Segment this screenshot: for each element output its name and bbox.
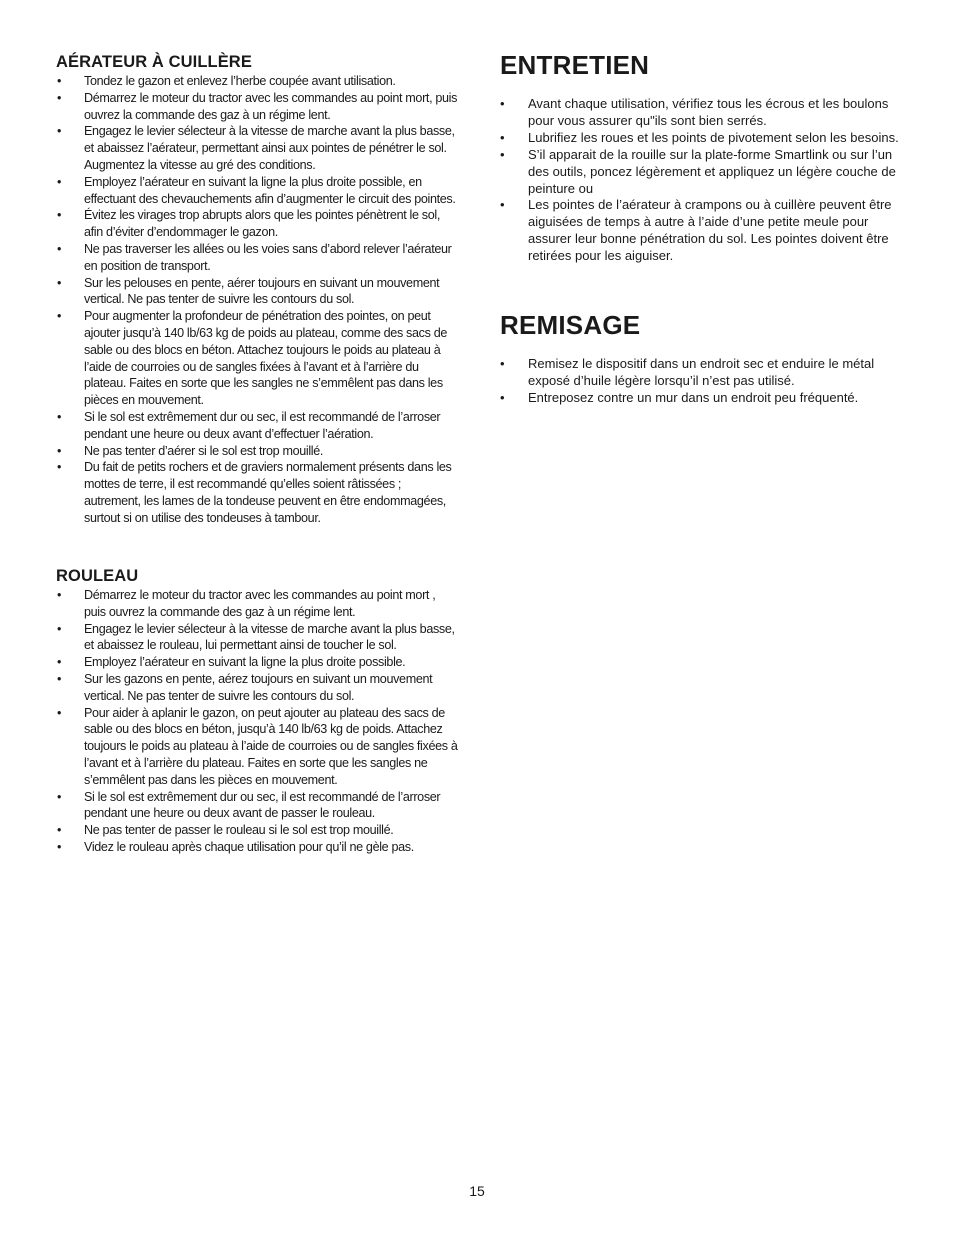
list-item: • Ne pas traverser les allées ou les voies sans d’abord relever l’aérateur en position de transport. bbox=[56, 241, 458, 275]
list-item: • Lubrifiez les roues et les points de pivotement selon les besoins. bbox=[500, 130, 900, 147]
remisage-heading: REMISAGE bbox=[500, 310, 641, 340]
rouleau-heading: ROULEAU bbox=[56, 567, 139, 585]
list-item: • Avant chaque utilisation, vérifiez tous les écrous et les boulons pour vous assurer qu"ils sont bien serrés. bbox=[500, 96, 900, 130]
list-item: • Si le sol est extrêmement dur ou sec, il est recommandé de l’arroser pendant une heure ou deux avant d’effectuer l’aération. bbox=[56, 409, 458, 443]
page-number: 15 bbox=[469, 1183, 485, 1199]
list-item: • Ne pas tenter d’aérer si le sol est trop mouillé. bbox=[56, 443, 458, 460]
list-item: • Videz le rouleau après chaque utilisation pour qu’il ne gèle pas. bbox=[56, 839, 458, 856]
list-item: • Sur les pelouses en pente, aérer toujours en suivant un mouvement vertical. Ne pas tenter de suivre les contours du sol. bbox=[56, 275, 458, 309]
list-item: • Employez l’aérateur en suivant la ligne la plus droite possible. bbox=[56, 654, 458, 671]
list-item: • Évitez les virages trop abrupts alors que les pointes pénètrent le sol, afin d’éviter d’endommager le gazon. bbox=[56, 207, 458, 241]
list-item: • Employez l’aérateur en suivant la ligne la plus droite possible, en effectuant des chevauchements afin d’augmenter le circuit des pointes. bbox=[56, 174, 458, 208]
list-item: • S’il apparait de la rouille sur la plate-forme Smartlink ou sur l’un des outils, poncez légèrement et appliquez un légère couche de peinture ou bbox=[500, 147, 900, 198]
remisage-list bbox=[500, 356, 900, 407]
rouleau-list bbox=[56, 587, 458, 856]
list-item: • Entreposez contre un mur dans un endroit peu fréquenté. bbox=[500, 390, 900, 407]
list-item: • Tondez le gazon et enlevez l’herbe coupée avant utilisation. bbox=[56, 73, 458, 90]
list-item: • Engagez le levier sélecteur à la vitesse de marche avant la plus basse, et abaissez le rouleau, lui permettant ainsi de toucher le sol. bbox=[56, 621, 458, 655]
list-item: • Ne pas tenter de passer le rouleau si le sol est trop mouillé. bbox=[56, 822, 458, 839]
list-item: • Démarrez le moteur du tractor avec les commandes au point mort , puis ouvrez la commande des gaz à un régime lent. bbox=[56, 587, 458, 621]
aerateur-heading: AÉRATEUR À CUILLÈRE bbox=[56, 53, 252, 71]
aerateur-list bbox=[56, 73, 458, 527]
entretien-heading: ENTRETIEN bbox=[500, 50, 650, 80]
entretien-list bbox=[500, 96, 900, 265]
list-item: • Remisez le dispositif dans un endroit sec et enduire le métal exposé d’huile légère lorsqu’il n’est pas utilisé. bbox=[500, 356, 900, 390]
list-item: • Sur les gazons en pente, aérez toujours en suivant un mouvement vertical. Ne pas tenter de suivre les contours du sol. bbox=[56, 671, 458, 705]
list-item: • Démarrez le moteur du tractor avec les commandes au point mort, puis ouvrez la commande des gaz à un régime lent. bbox=[56, 90, 458, 124]
list-item: • Pour augmenter la profondeur de pénétration des pointes, on peut ajouter jusqu’à 140 lb/63 kg de poids au plateau, comme des sacs de sable ou des blocs en béton. Attachez toujours le poids au plateau à l’aide de courroies ou de sangles fixées à l’avant et à l’arrière du plateau. Faites en sorte que les sangles ne s’emmêlent pas dans les pièces en mouvement. bbox=[56, 308, 458, 409]
list-item: • Du fait de petits rochers et de graviers normalement présents dans les mottes de terre, il est recommandé qu’elles soient râtissées ; autrement, les lames de la tondeuse peuvent en être endommagées, surtout si on utilise des tondeuses à tambour. bbox=[56, 459, 458, 526]
list-item: • Les pointes de l’aérateur à crampons ou à cuillère peuvent être aiguisées de temps à autre à l’aide d’une petite meule pour assurer leur bonne pénétration du sol. Les pointes doivent être retirées pour les aiguiser. bbox=[500, 197, 900, 265]
list-item: • Engagez le levier sélecteur à la vitesse de marche avant la plus basse, et abaissez l’aérateur, permettant ainsi aux pointes de pénétrer le sol. Augmentez la vitesse au gré des conditions. bbox=[56, 123, 458, 173]
list-item: • Pour aider à aplanir le gazon, on peut ajouter au plateau des sacs de sable ou des blocs en béton, jusqu’à 140 lb/63 kg de poids. Attachez toujours le poids au plateau à l’aide de courroies ou de sangles fixées à l’avant et à l’arrière du plateau. Faites en sorte que les sangles ne s’emmêlent pas dans les pièces en mouvement. bbox=[56, 705, 458, 789]
list-item: • Si le sol est extrêmement dur ou sec, il est recommandé de l’arroser pendant une heure ou deux avant de passer le rouleau. bbox=[56, 789, 458, 823]
